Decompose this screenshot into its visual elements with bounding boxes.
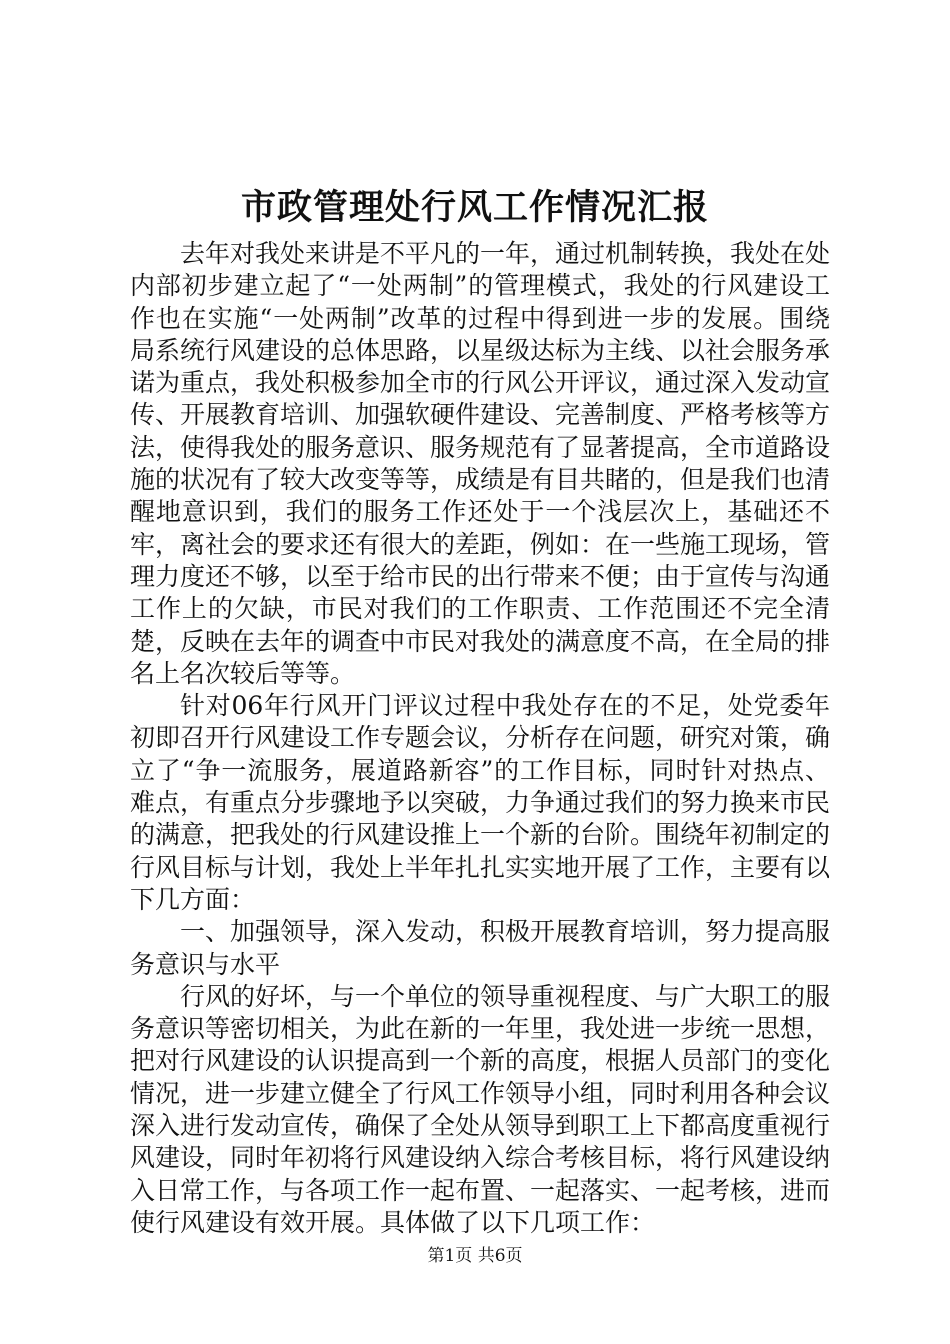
page-footer — [0, 1244, 950, 1268]
document-body — [130, 238, 830, 1239]
page-number: 第1页 — [427, 1246, 473, 1266]
paragraph-leadership: 行风的好坏，与一个单位的领导重视程度、与广大职工的服务意识等密切相关，为此在新的一年里，我处进一步统一思想，把对行风建设的认识提高到一个新的高度，根据人员部门的变化情况，进一步建立健全了行风工作领导小组，同时利用各种会议深入进行发动宣传，确保了全处从领导到职工上下都高度重视行风建设，同时年初将行风建设纳入综合考核目标，将行风建设纳入日常工作，与各项工作一起布置、一起落实、一起考核，进而使行风建设有效开展。具体做了以下几项工作： — [130, 981, 831, 1237]
page-count: 共6页 — [477, 1246, 523, 1266]
paragraph-measures: 针对06年行风开门评议过程中我处存在的不足，处党委年初即召开行风建设工作专题会议，分析存在问题，研究对策，确立了“争一流服务，展道路新容”的工作目标，同时针对热点、难点，有重点分步骤地予以突破，力争通过我们的努力换来市民的满意，把我处的行风建设推上一个新的台阶。围绕年初制定的行风目标与计划，我处上半年扎扎实实地开展了工作，主要有以下几方面： — [130, 691, 831, 914]
document-title: 市政管理处行风工作情况汇报 — [240, 187, 709, 228]
paragraph-intro: 去年对我处来讲是不平凡的一年，通过机制转换，我处在处内部初步建立起了“一处两制”的管理模式，我处的行风建设工作也在实施“一处两制”改革的过程中得到进一步的发展。围绕局系统行风建设的总体思路，以星级达标为主线、以社会服务承诺为重点，我处积极参加全市的行风公开评议，通过深入发动宣传、开展教育培训、加强软硬件建设、完善制度、严格考核等方法，使得我处的服务意识、服务规范有了显著提高，全市道路设施的状况有了较大改变等等，成绩是有目共睹的，但是我们也清醒地意识到，我们的服务工作还处于一个浅层次上，基础还不牢，离社会的要求还有很大的差距，例如：在一些施工现场，管理力度还不够，以至于给市民的出行带来不便；由于宣传与沟通工作上的欠缺，市民对我们的工作职责、工作范围还不完全清楚，反映在去年的调查中市民对我处的满意度不高，在全局的排名上名次较后等等。 — [130, 239, 831, 688]
section-heading-1: 一、加强领导，深入发动，积极开展教育培训，努力提高服务意识与水平 — [130, 917, 831, 979]
